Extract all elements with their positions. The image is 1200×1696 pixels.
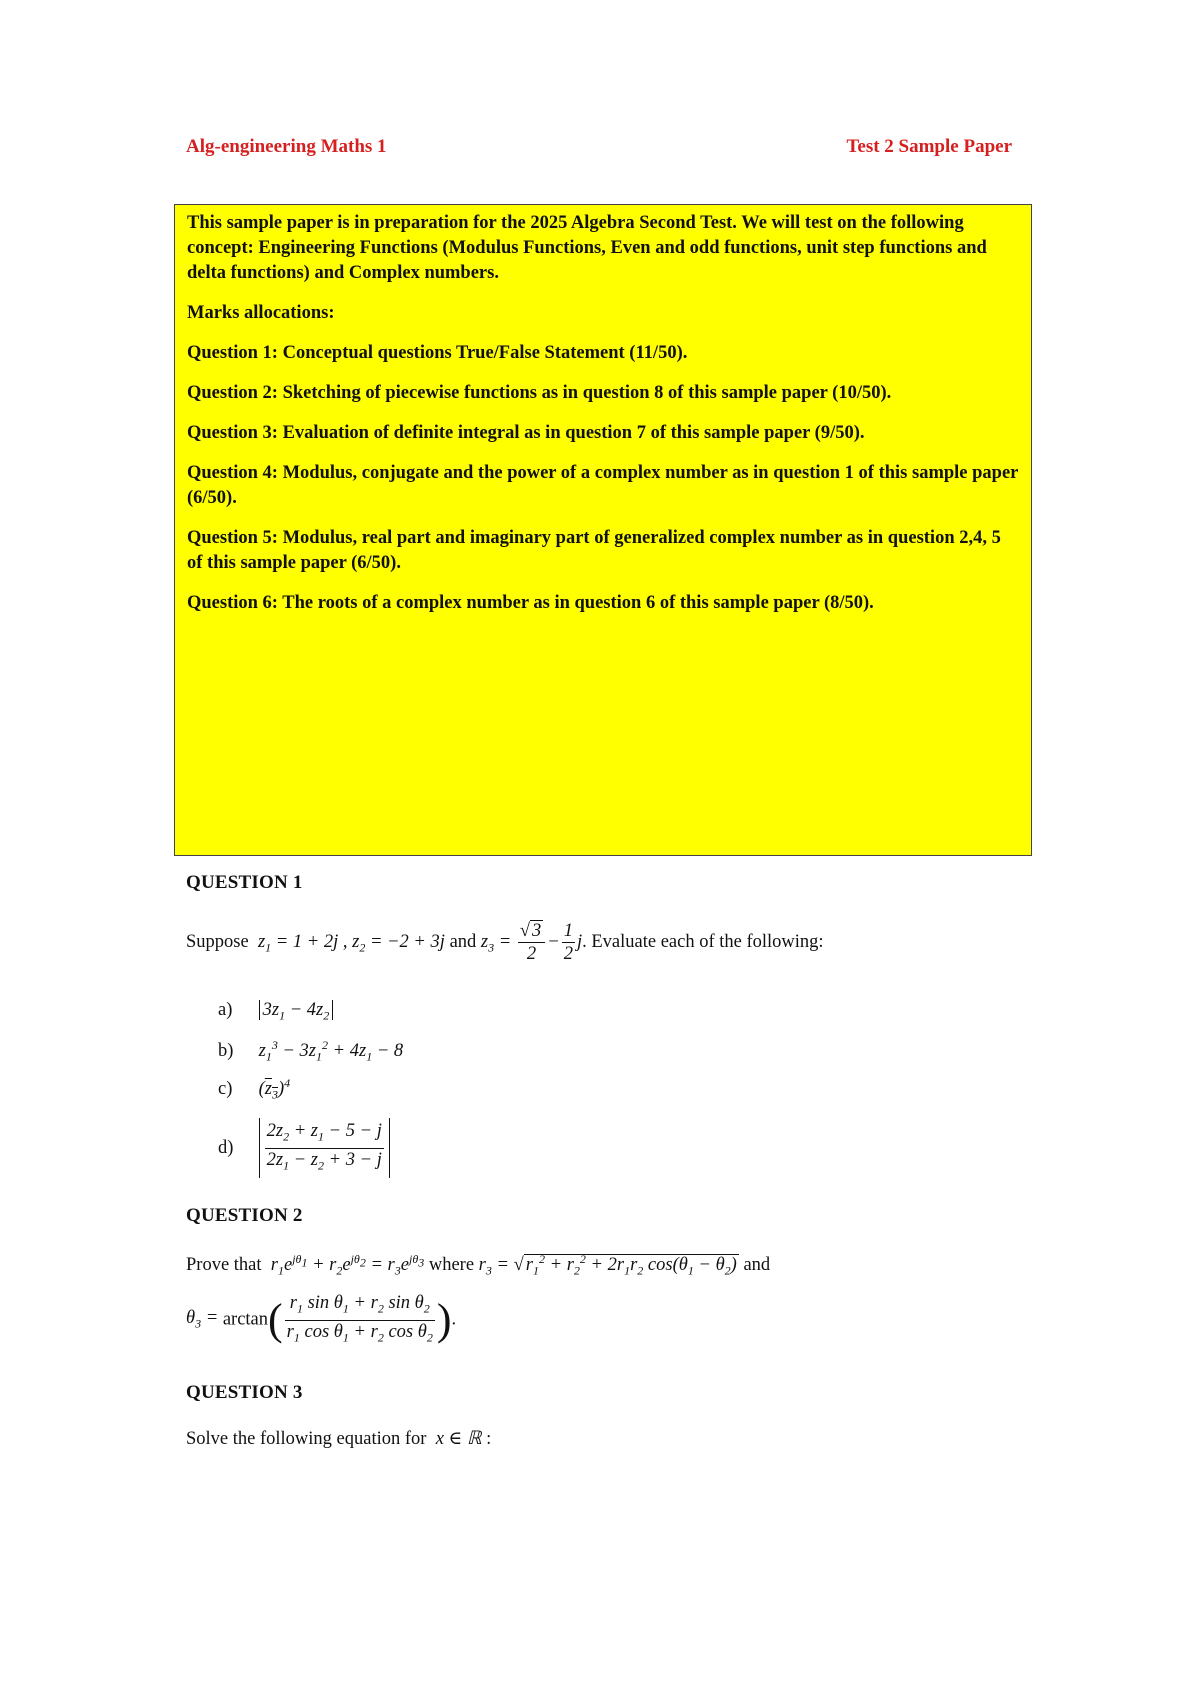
equation-theta3: $\theta_3 = \arctan$( $\frac{r_1 \sin \theta_1 + r_2 \sin \theta_2}{r_1 \cos \theta_1 + r_2 \cos \theta_2}$ ). [186,1293,457,1345]
where-text: where [428,1255,475,1276]
marks-info-box [174,204,1032,856]
question-3-statement: Solve the following equation for x ∈ ℝ : [186,1429,492,1449]
part-label: c) [218,1079,233,1100]
marks-item: Question 1: Conceptual questions True/False Statement (11/50). [187,343,688,363]
marks-item: Question 3: Evaluation of definite integral as in question 7 of this sample paper (9/50). [187,423,865,443]
expression-c: $(z_3)^4$ [258,1076,291,1102]
expression-a: $3z_1 - 4z_2$ [259,1000,334,1020]
header-paper-title: Test 2 Sample Paper [846,136,1012,157]
and-text: and [743,1255,771,1276]
marks-item: Question 5: Modulus, real part and imaginary part of generalized complex number as in question 2,4, 5 of this sample paper (6/50). [187,528,1001,573]
marks-heading: Marks allocations: [187,303,335,323]
question-1-part-d [218,1118,390,1178]
z3-definition: $z_3$ = $\frac{√ 3}{2}$ − $\frac{1}{2}$ j [480,921,583,964]
solve-text: Solve the following equation for [186,1429,427,1449]
z2-definition: $z_2 = -2 + 3j$ [352,931,445,955]
question-2-title: QUESTION 2 [186,1205,303,1226]
question-1-part-b [218,1038,403,1065]
part-label: d) [218,1137,234,1158]
part-label: a) [218,1000,233,1020]
marks-item: Question 6: The roots of a complex number as in question 6 of this sample paper (8/50). [187,593,874,613]
evaluate-text: . Evaluate each of the following: [582,931,824,952]
prove-text: Prove that [186,1255,262,1276]
header-course-title: Alg-engineering Maths 1 [186,136,387,157]
z1-definition: $z_1 = 1 + 2j$ [253,931,339,955]
question-1-part-c [218,1076,290,1103]
question-2-statement [186,1252,770,1279]
marks-item: Question 2: Sketching of piecewise functions as in question 8 of this sample paper (10/50). [187,383,892,403]
question-1-part-a [218,1000,333,1024]
expression-d: $\frac{2z_2 + z_1 - 5 - j}{2z_1 - z_2 + 3 - j}$ [259,1118,390,1178]
domain-expression: x ∈ ℝ [431,1429,482,1449]
equation-r3: $r_3$ = √ $r_1^2 + r_2^2 + 2r_1r_2$ $\cos(\theta_1 - \theta_2)$ [478,1252,737,1278]
question-1-title: QUESTION 1 [186,872,303,893]
equation-sum: $r_1e^{j\theta_1} + r_2e^{j\theta_2} = r_3e^{j\theta_3}$ [266,1252,425,1278]
expression-b: $z_1^3 - 3z_1^2 + 4z_1 - 8$ [258,1038,404,1064]
suppose-text: Suppose [186,931,249,952]
question-1-statement: Suppose $z_1 = 1 + 2j$ , $z_2 = -2 + 3j$ and $z_3$ = $\frac{√ 3}{2}$ − $\frac{1}{2}$ j. Evaluate each of the following: [186,921,824,964]
marks-item: Question 4: Modulus, conjugate and the power of a complex number as in question 1 of this sample paper (6/50). [187,463,1019,508]
intro-text: This sample paper is in preparation for the 2025 Algebra Second Test. We will test on the following concept: Engineering Functions (Modulus Functions, Even and odd functions, unit step functions and delta functions) and Complex numbers. [187,213,987,283]
question-3-title: QUESTION 3 [186,1382,303,1403]
and-text: and [449,931,477,952]
part-label: b) [218,1041,234,1062]
